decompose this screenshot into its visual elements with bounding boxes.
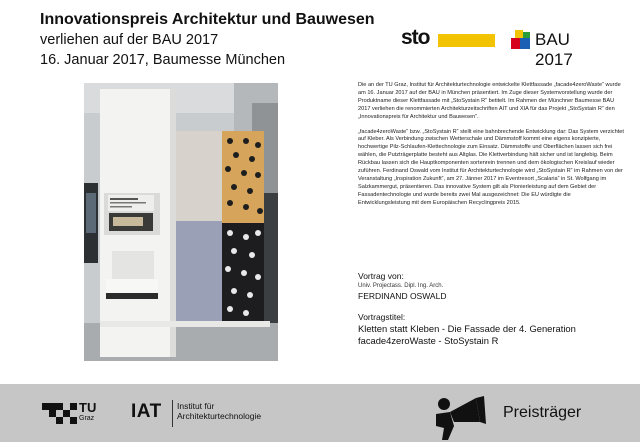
iat-institute-line2: Architekturtechnologie: [177, 411, 262, 421]
footer-bar: [0, 384, 640, 442]
tu-logo-text: TU: [79, 400, 97, 415]
iat-divider: [172, 400, 173, 427]
megaphone-person-icon: [428, 392, 486, 444]
sto-yellow-bar: [438, 34, 495, 47]
sto-logo-text: sto: [401, 26, 430, 49]
lecture-by-label: Vortrag von:: [358, 271, 404, 281]
article-body: [358, 82, 624, 215]
speaker-name: FERDINAND OSWALD: [358, 291, 447, 301]
bau-logo: [511, 28, 611, 69]
iat-institute-line1: Institut für: [177, 401, 215, 411]
tu-graz-squares-icon: [42, 403, 78, 425]
bau-cube-icon: [511, 29, 531, 50]
facade-display-illustration: [84, 83, 278, 361]
page-title: Innovationspreis Architektur und Bauwesen: [40, 11, 375, 28]
speaker-title: Univ. Projectass. Dipl. Ing. Arch.: [358, 283, 444, 289]
lecture-title-line1: Kletten statt Kleben - Die Fassade der 4. Generation: [358, 323, 576, 334]
article-paragraph: Die an der TU Graz, Institut für Architekturtechnologie entwickelte Klettfassade „facade4zeroWaste“ wurde am 16. Januar 2017 auf der BAU in München präsentiert. Im Zuge dieser Systemvorstellung wurde der Produktname dieser Klettfassade mit „StoSystain R“ betitelt. Im Rahmen der Münchner Baumesse BAU 2017 verliehen die renommierten Architekturzeitschriften AIT und XIA für das Projekt „StoSystain R“ den „Innovationspreis für Architektur und Bauwesen“.: [358, 82, 621, 120]
lecture-info: [358, 271, 624, 347]
award-date-location: 16. Januar 2017, Baumesse München: [40, 52, 286, 68]
header: [40, 10, 380, 70]
sto-logo: [401, 26, 497, 51]
iat-institute-name: [177, 401, 261, 421]
iat-logo-text: IAT: [131, 401, 162, 422]
lecture-title-label: Vortragstitel:: [358, 312, 406, 322]
lecture-title-line2: facade4zeroWaste - StoSystain R: [358, 335, 499, 346]
tu-graz-logo: [42, 400, 104, 425]
exhibition-photo: [84, 83, 278, 361]
tu-logo-subtext: Graz: [79, 415, 95, 422]
bau-logo-text: BAU 2017: [535, 30, 573, 69]
article-paragraph: „facade4zeroWaste“ bzw. „StoSystain R“ stellt eine bahnbrechende Entwicklung dar: Das System verzichtet auf Kleber. Als Verbindung zwischen Wetterschale und Dämmstoff kommt eine eigens konzipierte, hochwertige Pilz-Schlaufen-Klettechnologie zum Einsatz. Dämmstoffe und Oberflächen lassen sich frei wählen, die Putzträgerplatte besteht aus Altglas. Die Klettverbindung hält sicher und ist langlebig. Beim Rückbau lassen sich die Hauptkomponenten sortenrein trennen und dem ökologischen Kreislauf wieder zuführen. Ferdinand Oswald vom Institut für Architekturtechnologie wird „StoSystain R“ im Rahmen von der Veranstaltung „Inspiration Zukunft“, am 27. Jänner 2017 im Eventresort „Scalaria“ in St. Wolfgang im Salzkammergut, präsentieren. Das innovative System gilt als Pionierleistung auf dem Gebiet der Fassadentechnologie und wurde bereits zwei Mal ausgezeichnet: Die EU würdigte die Entwicklungsleistung mit dem Europäischen Recyclingpreis 2015.: [358, 128, 624, 206]
award-subtitle: verliehen auf der BAU 2017: [40, 32, 219, 48]
award-winner-label: Preisträger: [503, 404, 582, 421]
